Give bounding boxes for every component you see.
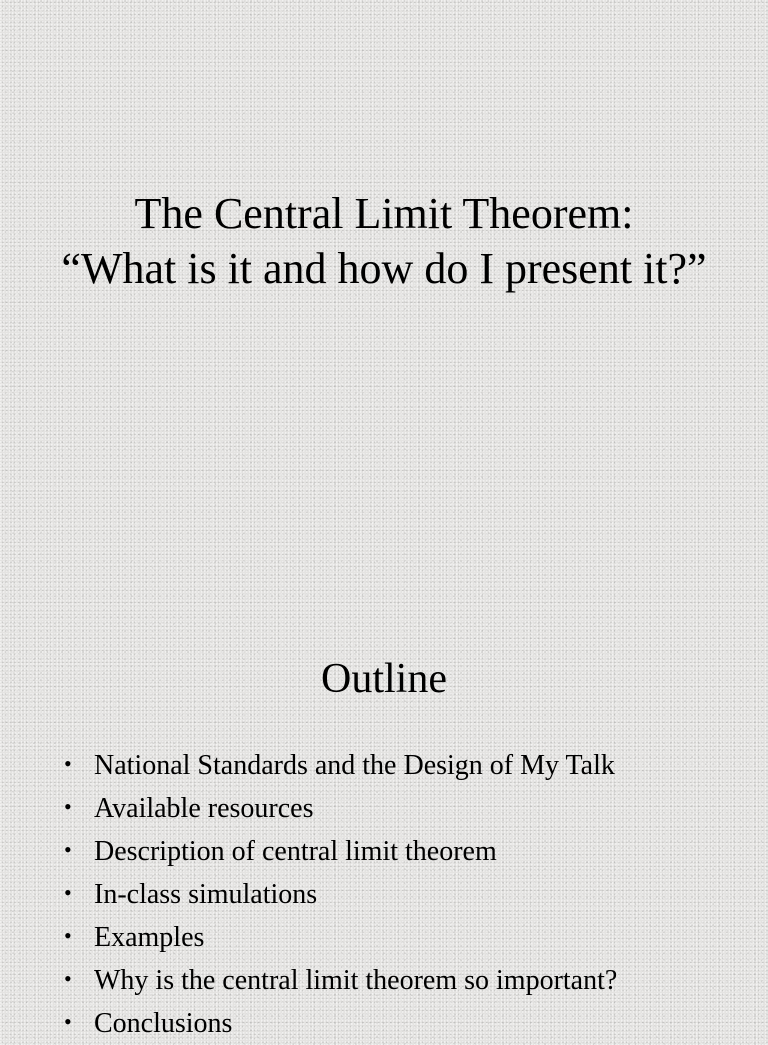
bullet-text: Conclusions [94,1008,233,1039]
bullet-text: Why is the central limit theorem so important? [94,965,618,996]
bullet-icon: • [64,751,72,776]
bullet-icon: • [64,794,72,819]
bullet-item [0,873,768,916]
bullet-icon: • [64,1009,72,1034]
slide-title-line-1: The Central Limit Theorem: [134,189,634,238]
outline-bullet-list [0,744,768,1045]
bullet-icon: • [64,880,72,905]
bullet-item [0,916,768,959]
bullet-text: Examples [94,922,205,953]
outline-heading: Outline [321,656,447,702]
bullet-icon: • [64,923,72,948]
bullet-icon: • [64,966,72,991]
bullet-icon: • [64,837,72,862]
bullet-item [0,787,768,830]
bullet-item [0,959,768,1002]
bullet-text: In-class simulations [94,879,318,910]
slide-title-line-2: “What is it and how do I present it?” [61,244,707,293]
outline-slide [0,630,768,1039]
bullet-item [0,744,768,787]
bullet-text: Available resources [94,793,314,824]
bullet-text: National Standards and the Design of My Talk [94,750,615,781]
bullet-item [0,830,768,873]
bullet-text: Description of central limit theorem [94,836,497,867]
slide-title [0,186,768,296]
